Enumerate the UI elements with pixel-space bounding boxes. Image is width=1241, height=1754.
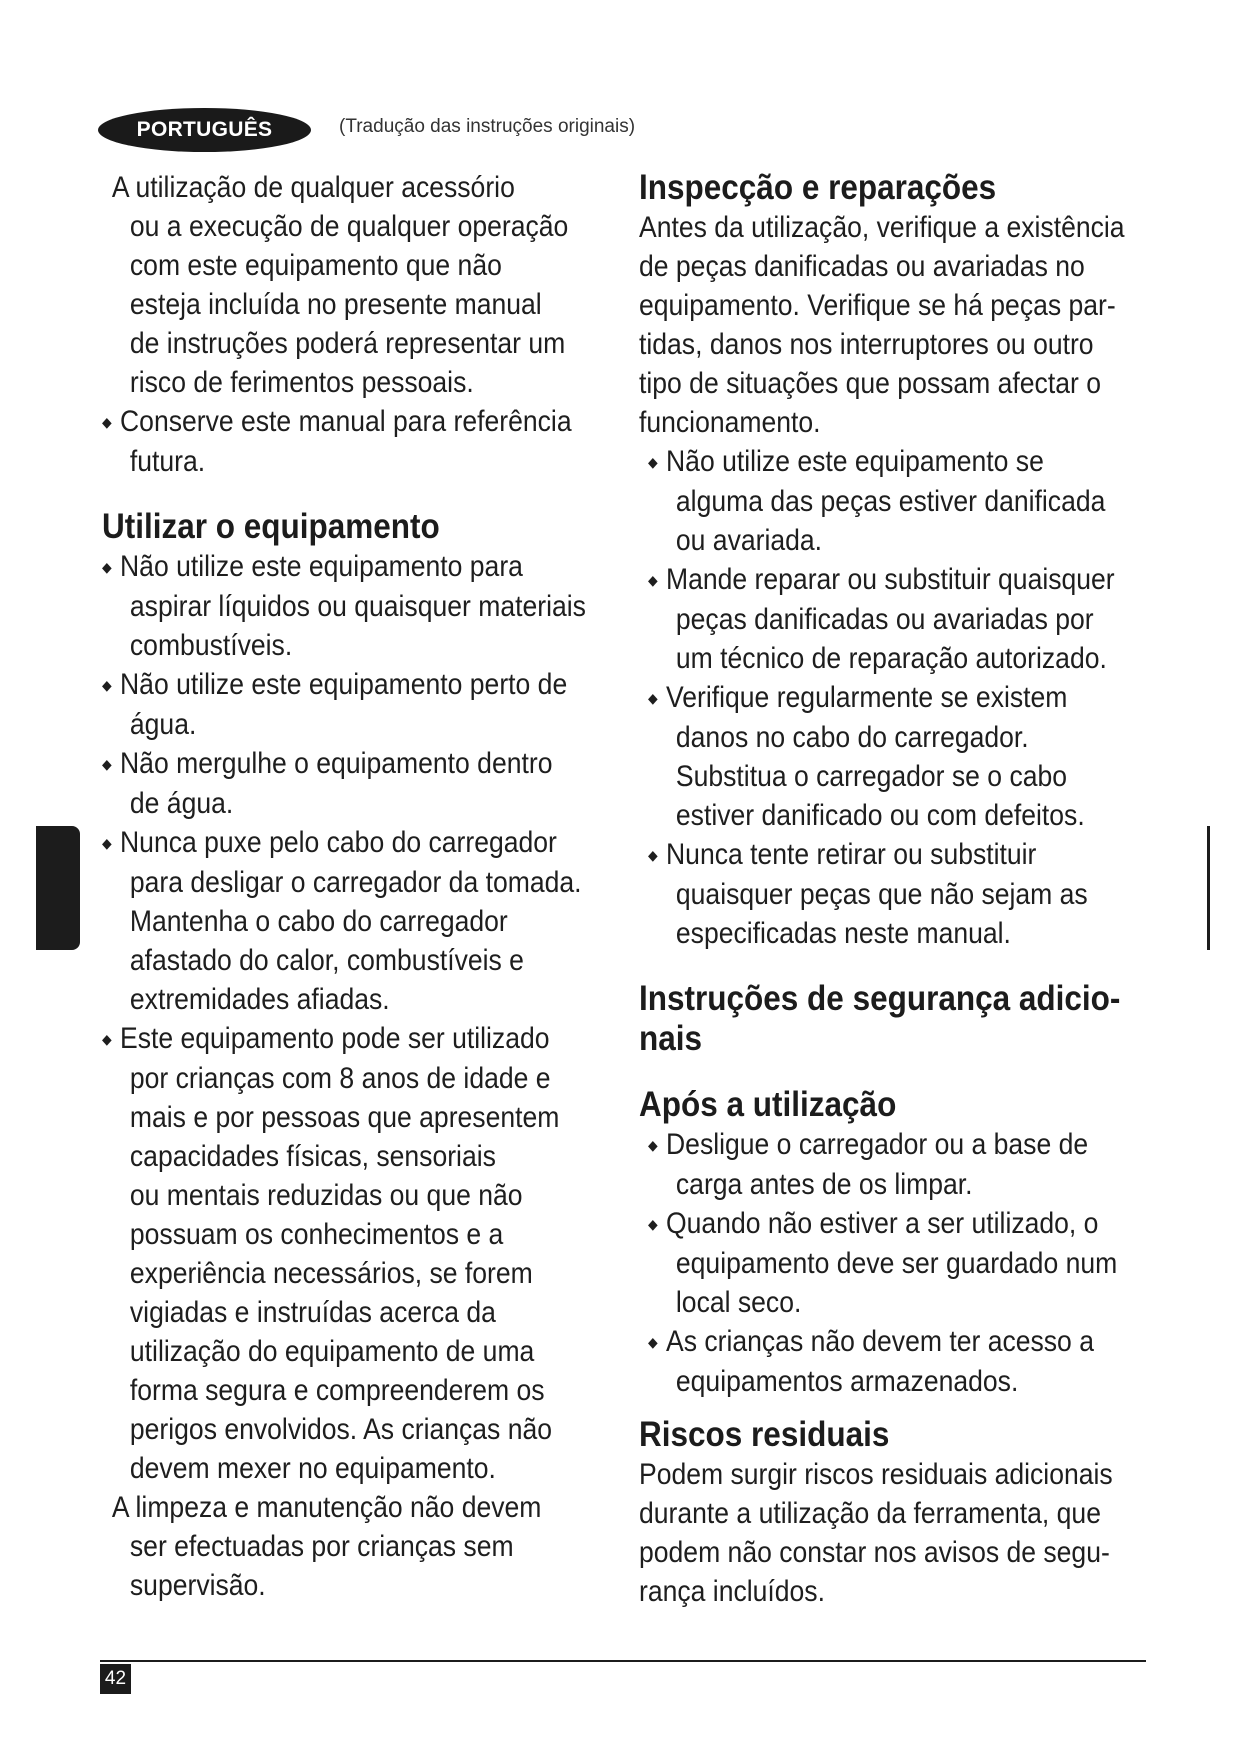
item-line: podem não constar nos avisos de segu- <box>639 1536 1110 1569</box>
footer-rule <box>100 1660 1146 1662</box>
item-line: futura. <box>129 445 206 478</box>
item-line: Desligue o carregador ou a base de <box>666 1128 1089 1161</box>
section-tab-marker <box>36 826 80 950</box>
item-line: mais e por pessoas que apresentem <box>129 1101 560 1134</box>
bullet-icon: ◆ <box>648 454 658 470</box>
item-line: capacidades físicas, sensoriais <box>129 1140 496 1173</box>
inspection-paragraph <box>639 208 1145 442</box>
bullet-icon: ◆ <box>102 835 112 851</box>
bullet-icon: ◆ <box>102 756 112 772</box>
heading-line: Instruções de segurança adicio- <box>639 979 1121 1018</box>
list-item <box>102 547 608 665</box>
item-line: ou mentais reduzidas ou que não <box>129 1179 523 1212</box>
bullet-icon: ◆ <box>648 572 658 588</box>
intro-line: de instruções poderá representar um <box>129 327 566 360</box>
item-line: durante a utilização da ferramenta, que <box>639 1497 1101 1530</box>
bullet-icon: ◆ <box>648 690 658 706</box>
heading-inspection: Inspecção e reparações <box>639 168 997 207</box>
bullet-icon: ◆ <box>648 1137 658 1153</box>
list-item <box>648 560 1145 678</box>
intro-paragraph <box>102 168 608 402</box>
item-line: Mande reparar ou substituir quaisquer <box>666 563 1115 596</box>
item-line: supervisão. <box>129 1569 266 1602</box>
item-line: Conserve este manual para referência <box>120 405 572 438</box>
item-line: para desligar o carregador da tomada. <box>129 866 582 899</box>
item-line: de peças danificadas ou avariadas no <box>639 250 1085 283</box>
left-column <box>102 168 608 1605</box>
item-line: tidas, danos nos interruptores ou outro <box>639 328 1094 361</box>
intro-line: com este equipamento que não <box>129 249 502 282</box>
item-line: local seco. <box>675 1286 802 1319</box>
list-item <box>648 442 1145 560</box>
item-line: ou avariada. <box>675 524 823 557</box>
risks-paragraph <box>639 1455 1145 1611</box>
list-item <box>648 835 1145 953</box>
item-line: estiver danificado ou com defeitos. <box>675 799 1085 832</box>
item-line: Nunca puxe pelo cabo do carregador <box>120 826 557 859</box>
item-line: Substitua o carregador se o cabo <box>675 760 1068 793</box>
heading-use-equipment: Utilizar o equipamento <box>102 507 440 546</box>
list-item <box>648 1322 1145 1401</box>
intro-line: esteja incluída no presente manual <box>129 288 542 321</box>
margin-rule <box>1207 826 1210 950</box>
list-item <box>648 1204 1145 1322</box>
item-line: combustíveis. <box>129 629 293 662</box>
item-line: devem mexer no equipamento. <box>129 1452 496 1485</box>
item-line: Não mergulhe o equipamento dentro <box>120 747 553 780</box>
bullet-icon: ◆ <box>648 1216 658 1232</box>
item-line: vigiadas e instruídas acerca da <box>129 1296 496 1329</box>
item-line: Não utilize este equipamento para <box>120 550 523 583</box>
item-line: afastado do calor, combustíveis e <box>129 944 524 977</box>
bullet-icon: ◆ <box>102 1031 112 1047</box>
intro-line: ou a execução de qualquer operação <box>129 210 569 243</box>
item-line: aspirar líquidos ou quaisquer materiais <box>129 590 586 623</box>
item-line: Antes da utilização, verifique a existência <box>639 211 1125 244</box>
list-item <box>648 678 1145 835</box>
item-line: especificadas neste manual. <box>675 917 1011 950</box>
heading-line: nais <box>639 1019 703 1058</box>
item-line: equipamento deve ser guardado num <box>675 1247 1118 1280</box>
bullet-icon: ◆ <box>648 847 658 863</box>
item-line: carga antes de os limpar. <box>675 1168 973 1201</box>
item-line: alguma das peças estiver danificada <box>675 485 1106 518</box>
item-line: danos no cabo do carregador. <box>675 721 1029 754</box>
item-line: ser efectuadas por crianças sem <box>129 1530 514 1563</box>
item-line: utilização do equipamento de uma <box>129 1335 535 1368</box>
bullet-icon: ◆ <box>648 1334 658 1350</box>
language-badge: PORTUGUÊS <box>98 108 311 152</box>
item-line: experiência necessários, se forem <box>129 1257 533 1290</box>
translation-note: (Tradução das instruções originais) <box>339 116 636 137</box>
item-line: equipamento. Verifique se há peças par- <box>639 289 1116 322</box>
cleaning-paragraph <box>102 1488 608 1605</box>
item-line: de água. <box>129 787 234 820</box>
bullet-icon: ◆ <box>102 414 112 430</box>
list-item <box>102 823 608 1019</box>
item-line: Nunca tente retirar ou substituir <box>666 838 1037 871</box>
list-item <box>102 402 608 481</box>
heading-additional-safety <box>639 979 1145 1059</box>
item-line: tipo de situações que possam afectar o <box>639 367 1101 400</box>
item-line: funcionamento. <box>639 406 821 439</box>
intro-line: risco de ferimentos pessoais. <box>129 366 474 399</box>
bullet-icon: ◆ <box>102 677 112 693</box>
page-number: 42 <box>100 1664 131 1694</box>
item-line: peças danificadas ou avariadas por <box>675 603 1094 636</box>
item-line: Não utilize este equipamento perto de <box>120 668 568 701</box>
item-line: Mantenha o cabo do carregador <box>129 905 508 938</box>
item-line: Podem surgir riscos residuais adicionais <box>639 1458 1113 1491</box>
item-line: por crianças com 8 anos de idade e <box>129 1062 551 1095</box>
item-line: Este equipamento pode ser utilizado <box>120 1022 550 1055</box>
item-line: possuam os conhecimentos e a <box>129 1218 504 1251</box>
item-line: quaisquer peças que não sejam as <box>675 878 1088 911</box>
list-item <box>102 744 608 823</box>
right-column <box>639 168 1145 1611</box>
item-line: perigos envolvidos. As crianças não <box>129 1413 552 1446</box>
heading-after-use: Após a utilização <box>639 1085 897 1124</box>
item-line: Não utilize este equipamento se <box>666 445 1044 478</box>
item-line: Verifique regularmente se existem <box>666 681 1068 714</box>
heading-residual-risks: Riscos residuais <box>639 1415 890 1454</box>
item-line: Quando não estiver a ser utilizado, o <box>666 1207 1099 1240</box>
list-item <box>102 1019 608 1488</box>
intro-line: A utilização de qualquer acessório <box>111 171 515 204</box>
list-item <box>648 1125 1145 1204</box>
item-line: As crianças não devem ter acesso a <box>666 1325 1094 1358</box>
item-line: um técnico de reparação autorizado. <box>675 642 1107 675</box>
item-line: água. <box>129 708 197 741</box>
item-line: equipamentos armazenados. <box>675 1365 1019 1398</box>
item-line: extremidades afiadas. <box>129 983 390 1016</box>
item-line: rança incluídos. <box>639 1575 825 1608</box>
list-item <box>102 665 608 744</box>
bullet-icon: ◆ <box>102 559 112 575</box>
item-line: A limpeza e manutenção não devem <box>111 1491 542 1524</box>
item-line: forma segura e compreenderem os <box>129 1374 545 1407</box>
